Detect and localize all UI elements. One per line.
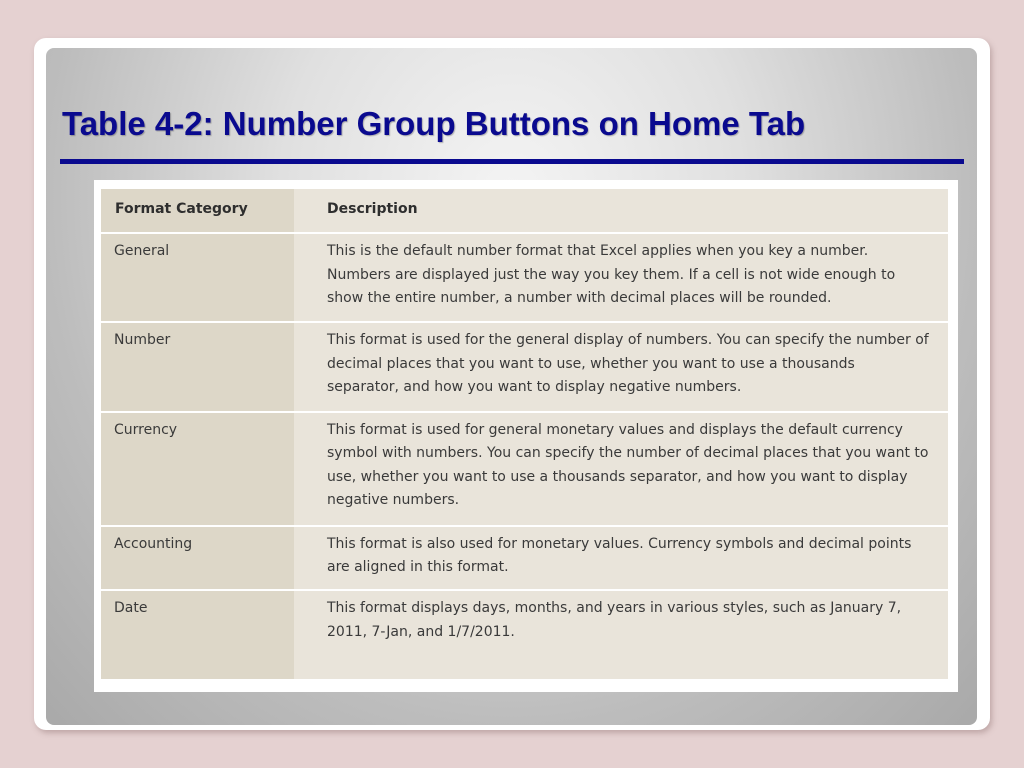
- table-row: [101, 526, 948, 590]
- category-cell: Accounting: [101, 526, 294, 590]
- table-row: [101, 322, 948, 411]
- table-panel: [94, 180, 958, 692]
- slide: [46, 48, 977, 725]
- description-cell: This format displays days, months, and years in various styles, such as January 7, 2011, 7-Jan, and 1/7/2011.: [327, 600, 902, 640]
- description-cell: This is the default number format that Excel applies when you key a number. Numbers are displayed just the way you key them. If a cell is not wide enough to show the entire number, a number with decimal places will be rounded.: [294, 233, 948, 322]
- title-underline: [60, 159, 964, 164]
- category-cell: Number: [101, 322, 294, 411]
- table-row: [101, 590, 948, 679]
- table-header-row: [101, 189, 948, 233]
- description-cell: This format is used for the general display of numbers. You can specify the number of decimal places that you want to use, whether you want to use a thousands separator, and how you want to display negative numbers.: [294, 322, 948, 411]
- description-cell: This format is used for general monetary values and displays the default currency symbol with numbers. You can specify the number of decimal places that you want to use, whether you want to use a thousands separator, and how you want to display negative numbers.: [294, 412, 948, 526]
- slide-title: Table 4-2: Number Group Buttons on Home Tab: [62, 105, 806, 142]
- category-cell: Date: [101, 590, 294, 679]
- format-category-table: [101, 189, 948, 679]
- category-cell: Currency: [101, 412, 294, 526]
- header-description: Description: [294, 189, 948, 233]
- header-format-category: Format Category: [101, 189, 294, 233]
- table-row: [101, 233, 948, 322]
- description-cell: This format is also used for monetary values. Currency symbols and decimal points are aligned in this format.: [294, 526, 948, 590]
- table-row: [101, 412, 948, 526]
- category-cell: General: [101, 233, 294, 322]
